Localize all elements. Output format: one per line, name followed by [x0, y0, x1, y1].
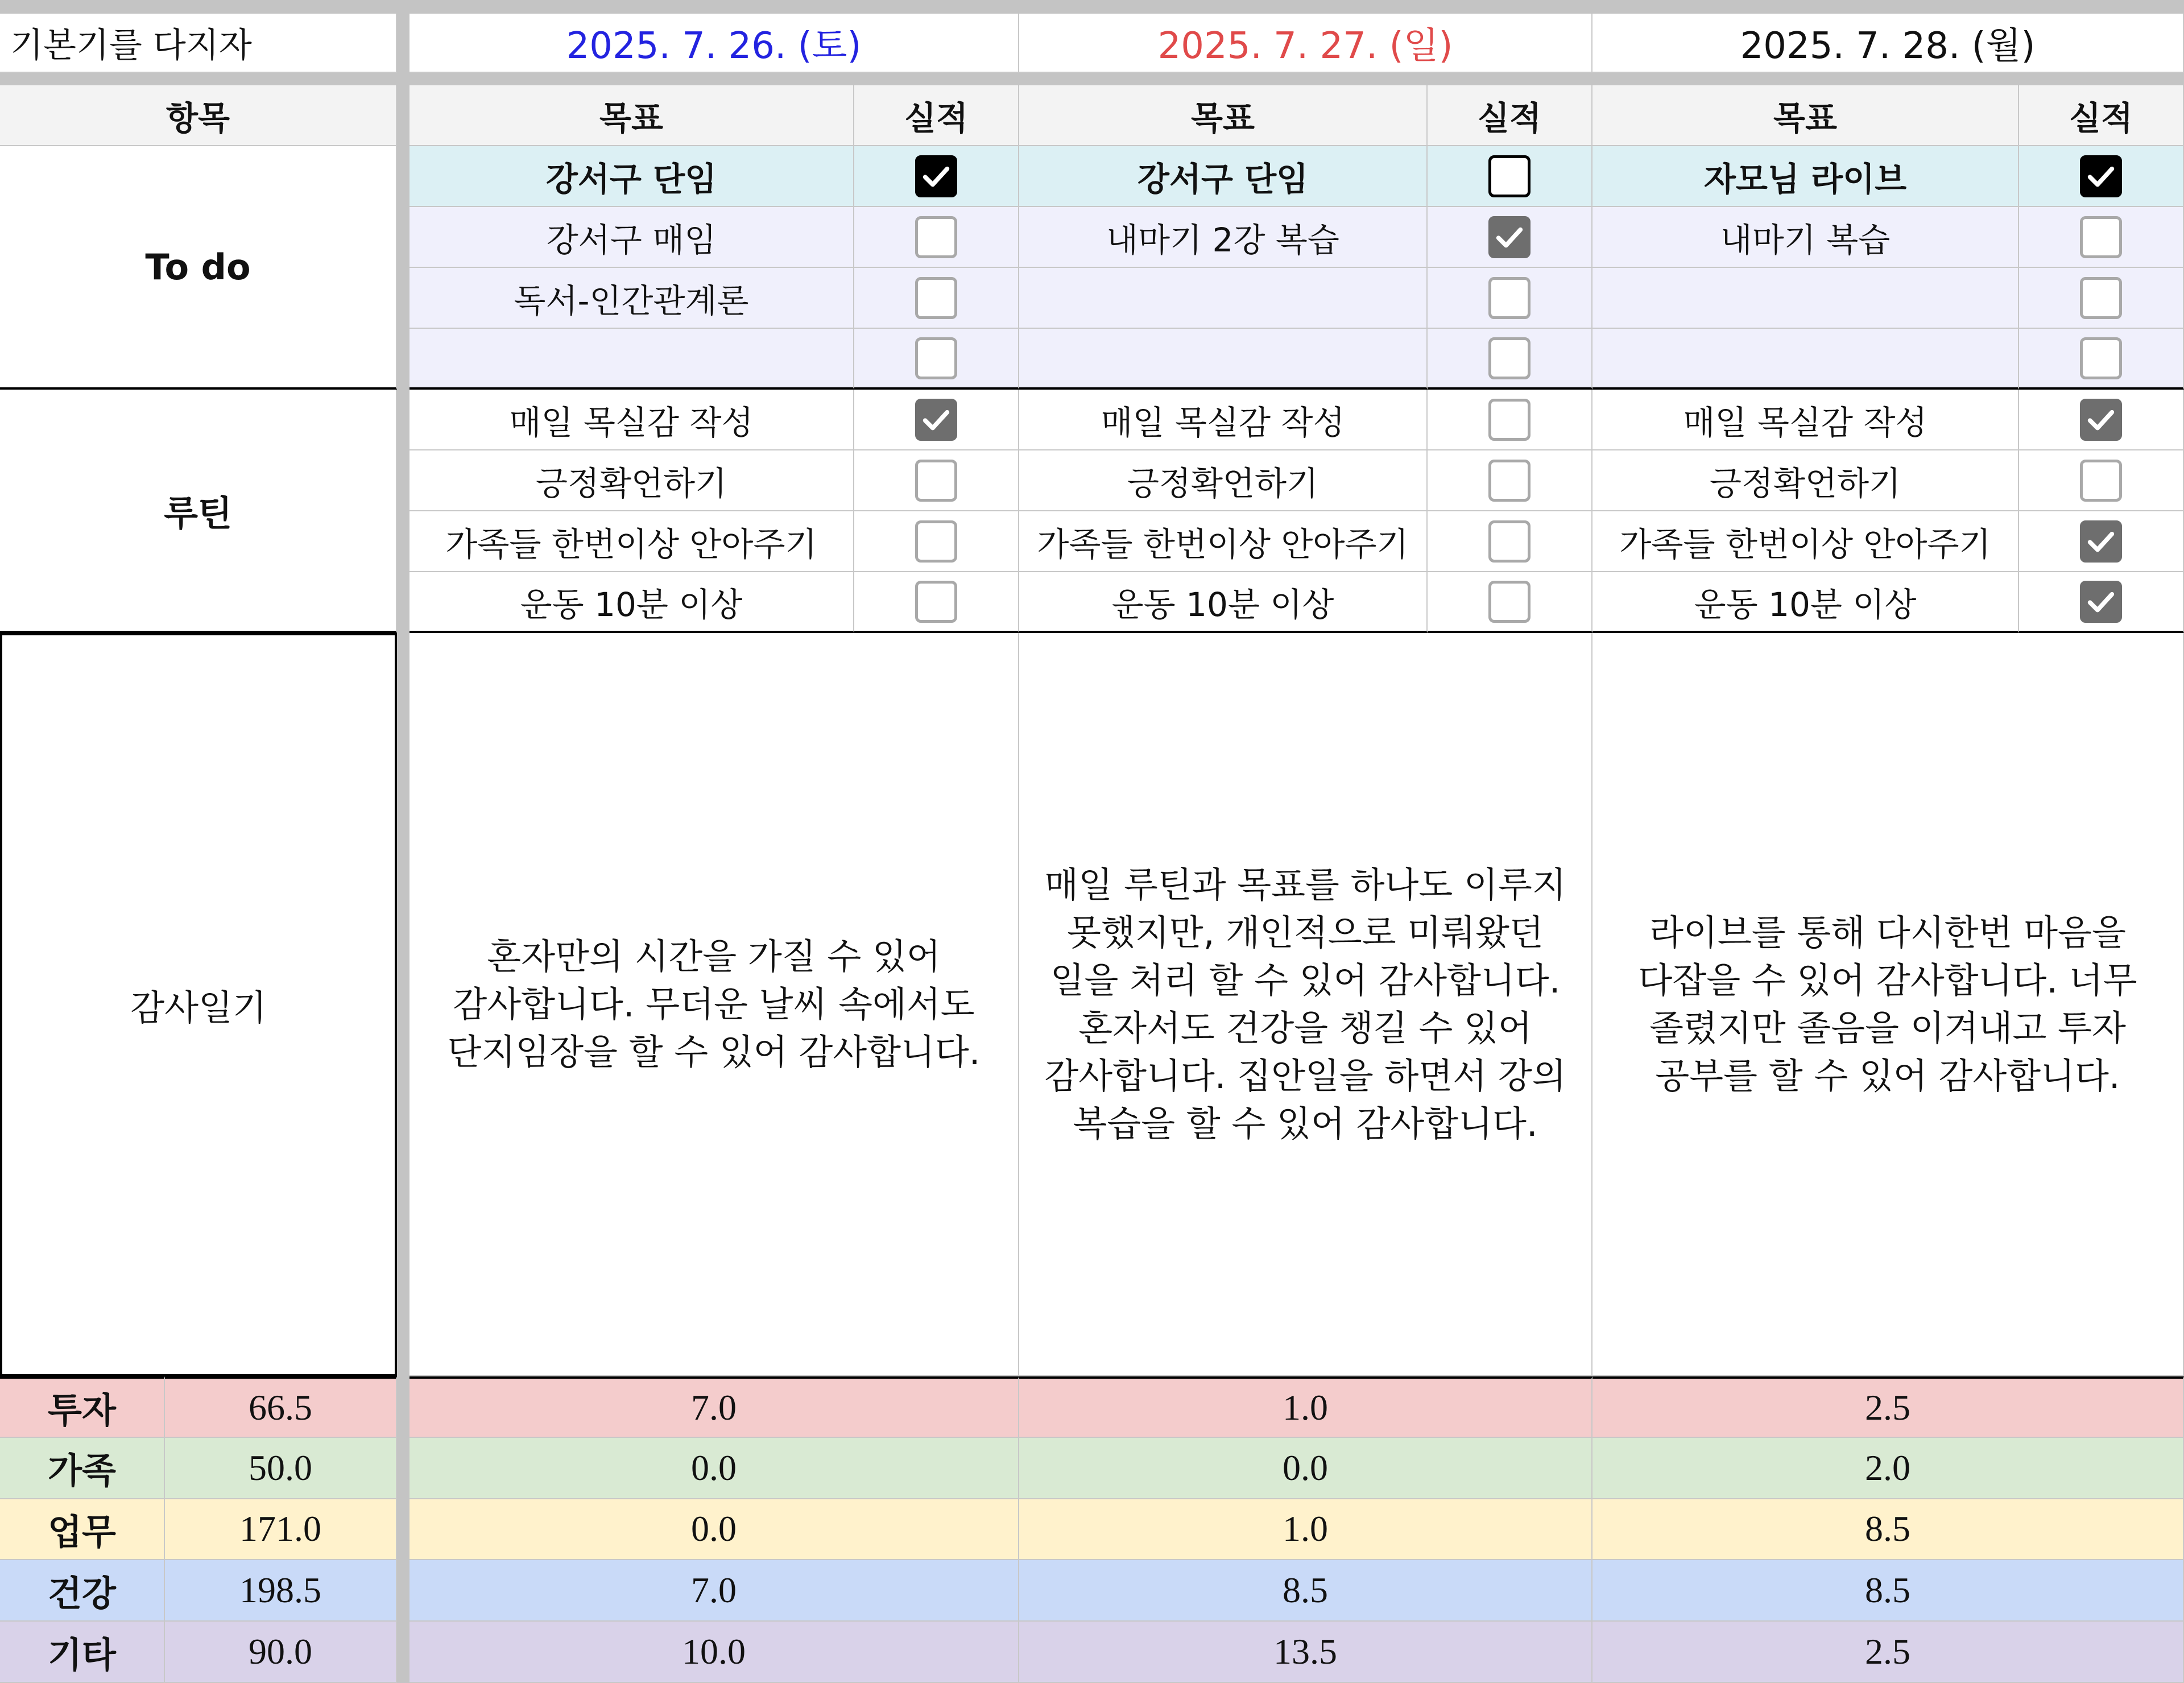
routine-checkbox-2-4[interactable] [1488, 581, 1531, 623]
checkmark-icon [2084, 585, 2117, 618]
routine-goal-3-1[interactable]: 매일 목실감 작성 [1592, 390, 2019, 450]
diary-line: 매일 루틴과 목표를 하나도 이루지 [1044, 863, 1566, 905]
routine-goal-1-2[interactable]: 긍정확언하기 [410, 450, 854, 511]
todo-result-2-1 [1428, 146, 1592, 207]
date-header-3[interactable]: 2025. 7. 28. (월) [1592, 14, 2184, 73]
header-gap [0, 73, 2184, 85]
diary-section-label[interactable]: 감사일기 [0, 633, 397, 1376]
todo-result-3-2 [2019, 207, 2184, 268]
diary-line: 감사합니다. 집안일을 하면서 강의 [1044, 1055, 1566, 1097]
routine-checkbox-3-3[interactable] [2080, 520, 2122, 563]
todo-result-1-4 [854, 329, 1019, 390]
diary-line: 다잡을 수 있어 감사합니다. 너무 [1638, 959, 2137, 1001]
todo-checkbox-3-1[interactable] [2080, 155, 2122, 197]
routine-checkbox-3-1[interactable] [2080, 399, 2122, 441]
todo-result-3-4 [2019, 329, 2184, 390]
todo-goal-3-2[interactable]: 내마기 복습 [1592, 207, 2019, 268]
routine-goal-3-3[interactable]: 가족들 한번이상 안아주기 [1592, 511, 2019, 572]
category-label-1[interactable]: 투자 [0, 1376, 165, 1438]
category-value-3-3[interactable]: 8.5 [1592, 1499, 2184, 1561]
routine-checkbox-3-2[interactable] [2080, 460, 2122, 502]
todo-result-2-2 [1428, 207, 1592, 268]
routine-result-1-3 [854, 511, 1019, 572]
routine-checkbox-2-1[interactable] [1488, 399, 1531, 441]
todo-goal-1-4[interactable] [410, 329, 854, 390]
category-value-3-1[interactable]: 0.0 [410, 1499, 1019, 1561]
routine-checkbox-2-2[interactable] [1488, 460, 1531, 502]
routine-goal-2-3[interactable]: 가족들 한번이상 안아주기 [1019, 511, 1428, 572]
routine-section-label[interactable]: 루틴 [0, 390, 397, 633]
category-value-2-2[interactable]: 0.0 [1019, 1438, 1592, 1499]
routine-result-3-2 [2019, 450, 2184, 511]
todo-checkbox-3-2[interactable] [2080, 216, 2122, 258]
checkmark-icon [920, 403, 953, 436]
checkmark-icon [2084, 160, 2117, 193]
diary-line: 일을 처리 할 수 있어 감사합니다. [1050, 959, 1561, 1001]
diary-line: 혼자만의 시간을 가질 수 있어 [487, 935, 941, 977]
category-label-5[interactable]: 기타 [0, 1622, 165, 1683]
checkmark-icon [2084, 403, 2117, 436]
goal-header-1[interactable]: 목표 [410, 85, 854, 146]
todo-goal-2-3[interactable] [1019, 268, 1428, 329]
routine-result-2-2 [1428, 450, 1592, 511]
top-gap [0, 0, 2184, 14]
todo-checkbox-2-3[interactable] [1488, 277, 1531, 319]
category-value-1-1[interactable]: 7.0 [410, 1376, 1019, 1438]
category-label-3[interactable]: 업무 [0, 1499, 165, 1561]
routine-result-1-1 [854, 390, 1019, 450]
routine-result-2-1 [1428, 390, 1592, 450]
category-label-4[interactable]: 건강 [0, 1560, 165, 1622]
column-gap [397, 0, 410, 1683]
routine-result-3-3 [2019, 511, 2184, 572]
routine-result-3-4 [2019, 572, 2184, 633]
routine-goal-1-4[interactable]: 운동 10분 이상 [410, 572, 854, 633]
todo-goal-2-4[interactable] [1019, 329, 1428, 390]
todo-checkbox-3-3[interactable] [2080, 277, 2122, 319]
todo-goal-3-3[interactable] [1592, 268, 2019, 329]
category-value-3-2[interactable]: 1.0 [1019, 1499, 1592, 1561]
todo-result-3-3 [2019, 268, 2184, 329]
routine-result-2-4 [1428, 572, 1592, 633]
category-value-2-1[interactable]: 0.0 [410, 1438, 1019, 1499]
category-value-4-2[interactable]: 8.5 [1019, 1560, 1592, 1622]
date-header-1[interactable]: 2025. 7. 26. (토) [410, 14, 1019, 73]
todo-checkbox-2-2[interactable] [1488, 216, 1531, 258]
todo-goal-3-4[interactable] [1592, 329, 2019, 390]
routine-result-2-3 [1428, 511, 1592, 572]
diary-line: 못했지만, 개인적으로 미뤄왔던 [1067, 911, 1544, 953]
item-header[interactable]: 항목 [0, 85, 397, 146]
category-total-4[interactable]: 198.5 [165, 1560, 397, 1622]
todo-result-1-2 [854, 207, 1019, 268]
routine-goal-1-3[interactable]: 가족들 한번이상 안아주기 [410, 511, 854, 572]
checkmark-icon [920, 160, 953, 193]
date-header-2[interactable]: 2025. 7. 27. (일) [1019, 14, 1592, 73]
todo-checkbox-2-1[interactable] [1488, 155, 1531, 197]
result-header-1[interactable]: 실적 [854, 85, 1019, 146]
todo-result-3-1 [2019, 146, 2184, 207]
category-label-2[interactable]: 가족 [0, 1438, 165, 1499]
diary-line: 단지임장을 할 수 있어 감사합니다. [447, 1031, 981, 1073]
result-header-2[interactable]: 실적 [1428, 85, 1592, 146]
todo-result-1-3 [854, 268, 1019, 329]
category-value-2-3[interactable]: 2.0 [1592, 1438, 2184, 1499]
routine-checkbox-1-4[interactable] [915, 581, 957, 623]
routine-checkbox-3-4[interactable] [2080, 581, 2122, 623]
todo-checkbox-1-3[interactable] [915, 277, 957, 319]
category-value-1-2[interactable]: 1.0 [1019, 1376, 1592, 1438]
routine-checkbox-1-2[interactable] [915, 460, 957, 502]
category-value-1-3[interactable]: 2.5 [1592, 1376, 2184, 1438]
category-total-1[interactable]: 66.5 [165, 1376, 397, 1438]
routine-checkbox-1-1[interactable] [915, 399, 957, 441]
diary-line: 졸렸지만 졸음을 이겨내고 투자 [1649, 1007, 2126, 1049]
routine-checkbox-2-3[interactable] [1488, 520, 1531, 563]
todo-checkbox-3-4[interactable] [2080, 337, 2122, 379]
result-header-3[interactable]: 실적 [2019, 85, 2184, 146]
todo-result-1-1 [854, 146, 1019, 207]
goal-header-3[interactable]: 목표 [1592, 85, 2019, 146]
routine-result-1-4 [854, 572, 1019, 633]
todo-goal-2-2[interactable]: 내마기 2강 복습 [1019, 207, 1428, 268]
category-value-4-3[interactable]: 8.5 [1592, 1560, 2184, 1622]
diary-line: 감사합니다. 무더운 날씨 속에서도 [453, 983, 975, 1025]
category-total-2[interactable]: 50.0 [165, 1438, 397, 1499]
routine-checkbox-1-3[interactable] [915, 520, 957, 563]
checkmark-icon [2084, 525, 2117, 558]
diary-line: 공부를 할 수 있어 감사합니다. [1655, 1055, 2120, 1097]
category-value-5-2[interactable]: 13.5 [1019, 1622, 1592, 1683]
category-value-4-1[interactable]: 7.0 [410, 1560, 1019, 1622]
routine-goal-3-4[interactable]: 운동 10분 이상 [1592, 572, 2019, 633]
todo-checkbox-1-2[interactable] [915, 216, 957, 258]
todo-result-2-3 [1428, 268, 1592, 329]
todo-checkbox-1-4[interactable] [915, 337, 957, 379]
checkmark-icon [1493, 221, 1526, 254]
routine-result-3-1 [2019, 390, 2184, 450]
routine-goal-2-1[interactable]: 매일 목실감 작성 [1019, 390, 1428, 450]
todo-checkbox-1-1[interactable] [915, 155, 957, 197]
category-total-3[interactable]: 171.0 [165, 1499, 397, 1561]
routine-goal-2-4[interactable]: 운동 10분 이상 [1019, 572, 1428, 633]
todo-goal-1-3[interactable]: 독서-인간관계론 [410, 268, 854, 329]
routine-goal-3-2[interactable]: 긍정확언하기 [1592, 450, 2019, 511]
sheet-title[interactable]: 기본기를 다지자 [0, 14, 397, 73]
todo-checkbox-2-4[interactable] [1488, 337, 1531, 379]
todo-section-label[interactable]: To do [0, 146, 397, 390]
diary-line: 혼자서도 건강을 챙길 수 있어 [1078, 1007, 1532, 1049]
category-total-5[interactable]: 90.0 [165, 1622, 397, 1683]
todo-goal-3-1[interactable]: 자모님 라이브 [1592, 146, 2019, 207]
todo-goal-1-2[interactable]: 강서구 매임 [410, 207, 854, 268]
category-value-5-1[interactable]: 10.0 [410, 1622, 1019, 1683]
diary-line: 복습을 할 수 있어 감사합니다. [1073, 1102, 1538, 1144]
category-value-5-3[interactable]: 2.5 [1592, 1622, 2184, 1683]
routine-goal-1-1[interactable]: 매일 목실감 작성 [410, 390, 854, 450]
goal-header-2[interactable]: 목표 [1019, 85, 1428, 146]
routine-result-1-2 [854, 450, 1019, 511]
todo-result-2-4 [1428, 329, 1592, 390]
diary-entry-2[interactable] [1019, 633, 1592, 1376]
diary-entry-3[interactable] [1592, 633, 2184, 1376]
routine-goal-2-2[interactable]: 긍정확언하기 [1019, 450, 1428, 511]
diary-entry-1[interactable] [410, 633, 1019, 1376]
todo-goal-1-1[interactable]: 강서구 단임 [410, 146, 854, 207]
diary-line: 라이브를 통해 다시한번 마음을 [1649, 911, 2126, 953]
todo-goal-2-1[interactable]: 강서구 단임 [1019, 146, 1428, 207]
